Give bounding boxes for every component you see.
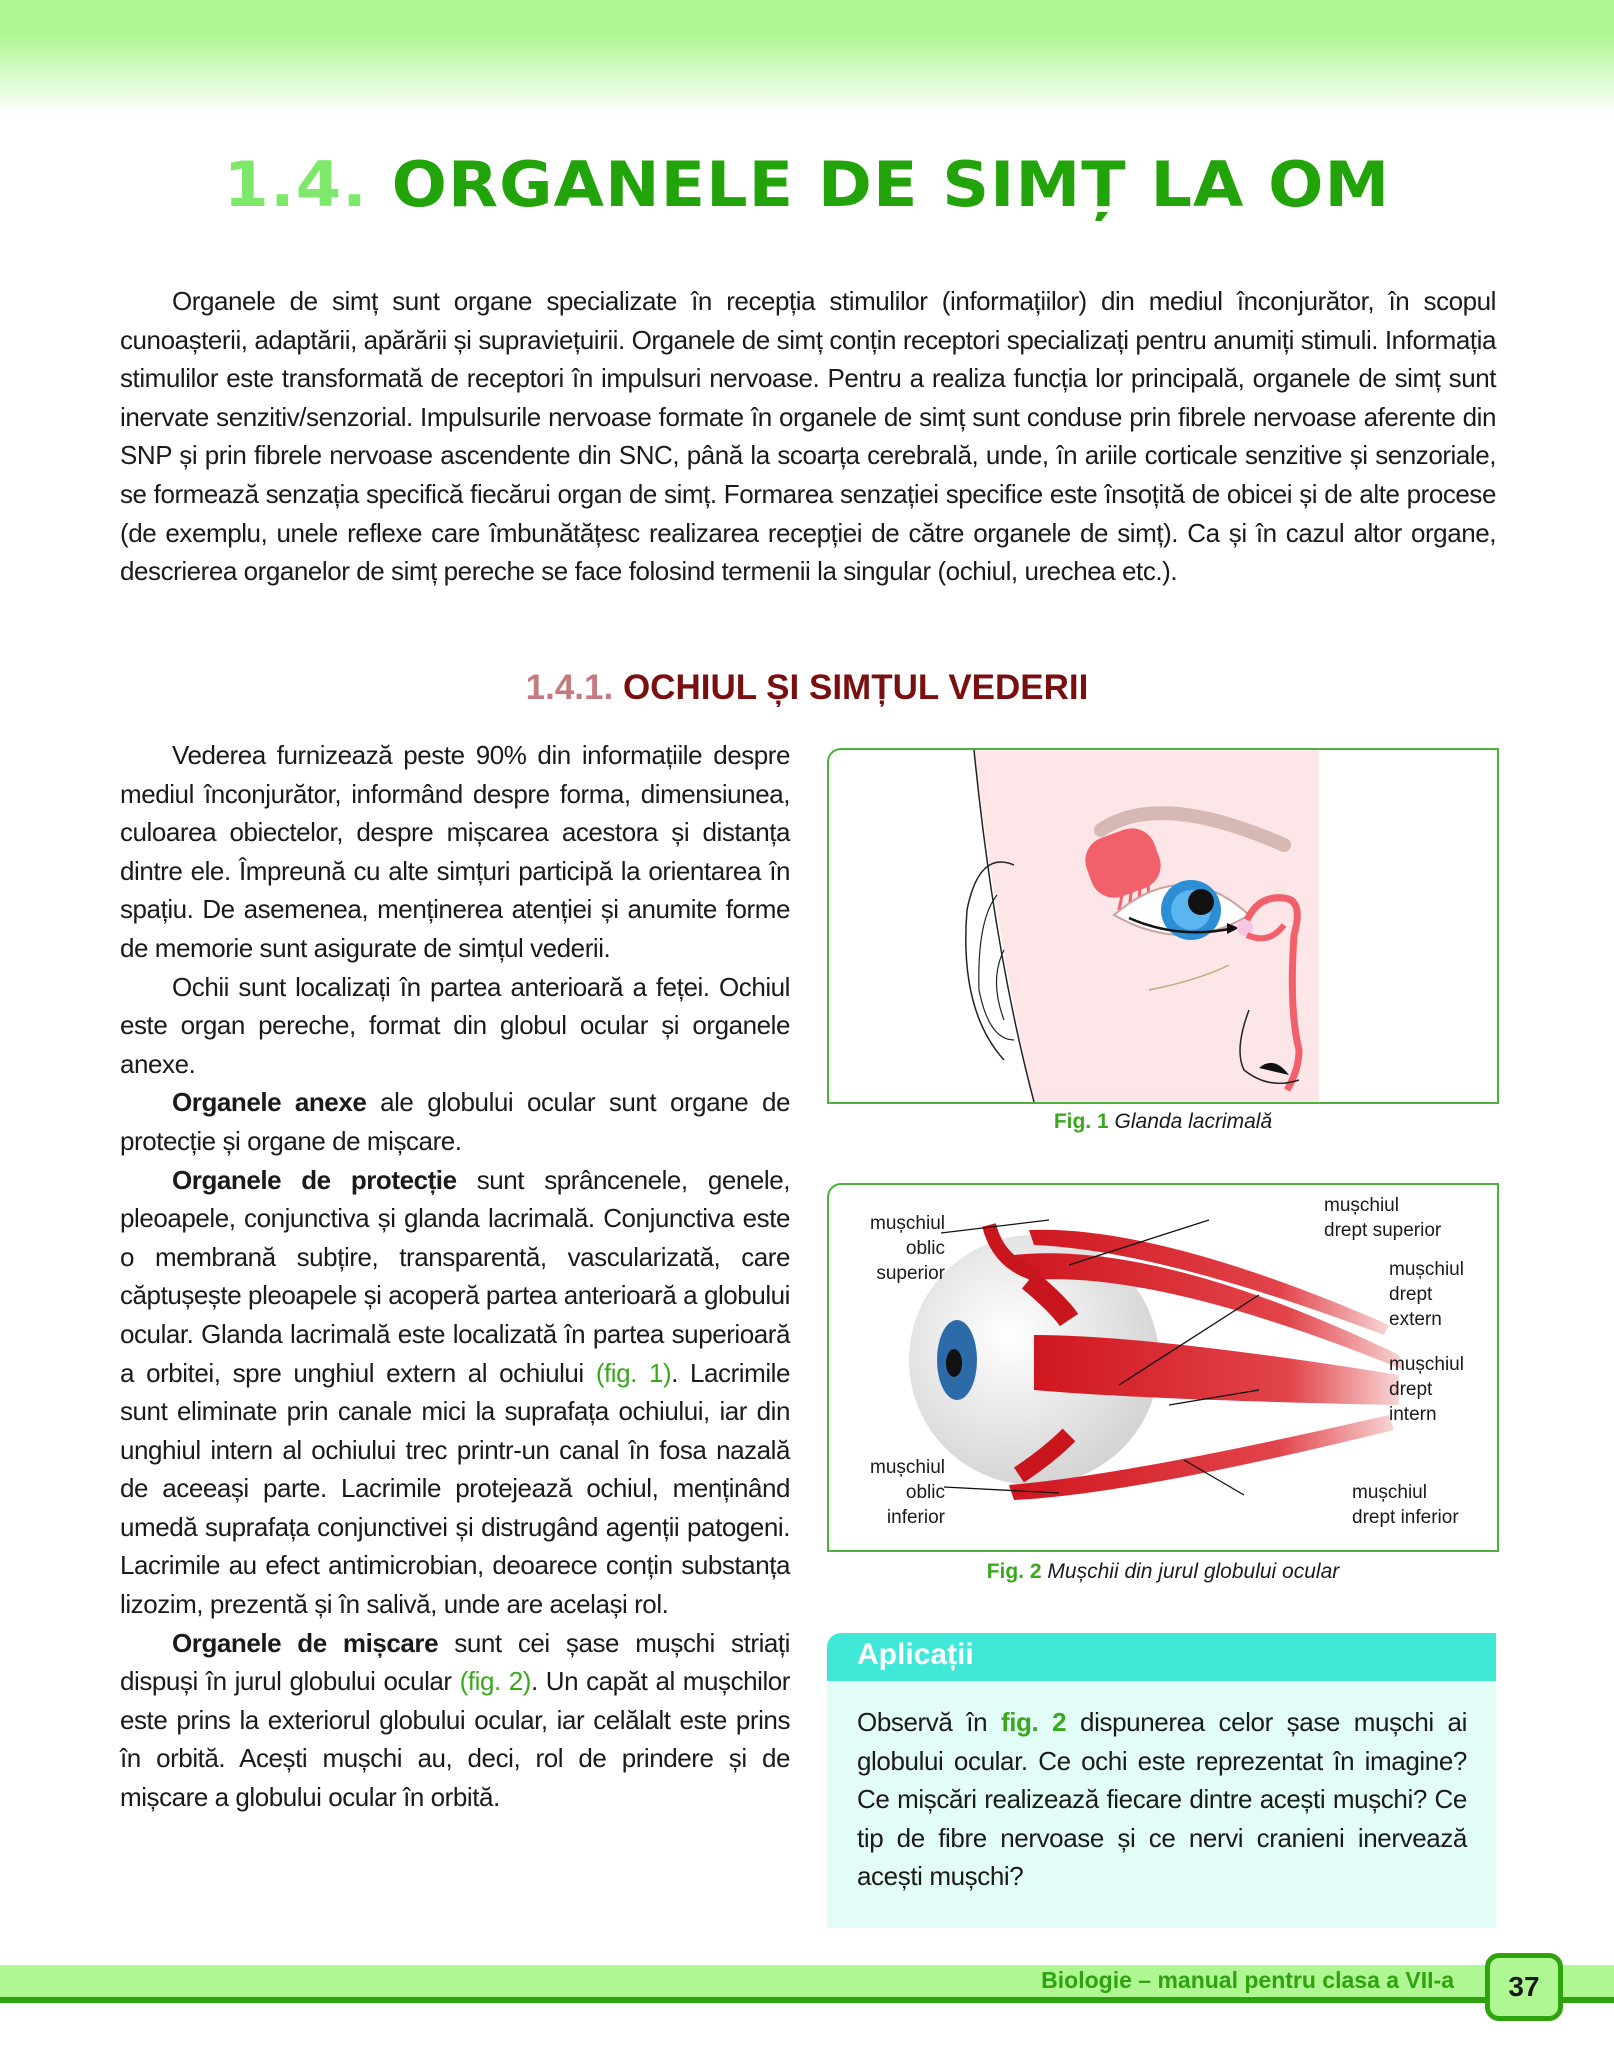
bold-term: Organele de protecție bbox=[172, 1164, 457, 1195]
label-line: mușchiul bbox=[1389, 1354, 1464, 1375]
body-paragraph: Vederea furnizează peste 90% din informațiile despre mediul înconjurător, informând despre forma, dimensiunea, culoarea obiectelor, despre mișcarea acestora și distanța dintre ele. Împreună cu alte simțuri participă la orientarea în spațiu. De asemenea, menținerea atenției și anumite forme de memorie sunt asigurate de simțul vederii. bbox=[120, 740, 790, 963]
text: . Lacrimile sunt eliminate prin canale mici la suprafața ochiului, iar din unghiul intern al ochiului trec printr-un canal în fosa nazală de aceeași parte. Lacrimile protejează ochiul, menținând umedă suprafața conjunctivei și distrugând agenții patogeni. Lacrimile au efect antimicrobian, deoarece conțin substanța lizozim, prezentă și în salivă, unde are același rol. bbox=[120, 1357, 790, 1620]
section-heading bbox=[0, 668, 1614, 708]
text: sunt sprâncenele, genele, pleoapele, conjunctiva și glanda lacrimală. Conjunctiva este o membrană subțire, transparentă, vascularizată, care căptușește pleoapele și acoperă partea anterioară a globului ocular. Glanda lacrimală este localizată în partea superioară a orbitei, spre unghiul extern al ochiului bbox=[120, 1164, 790, 1388]
label-drept-intern bbox=[1389, 1352, 1464, 1427]
label-line: drept bbox=[1389, 1284, 1433, 1305]
label-line: mușchiul bbox=[870, 1457, 945, 1478]
section-title: OCHIUL ȘI SIMȚUL VEDERII bbox=[622, 668, 1089, 707]
face-illustration bbox=[829, 750, 1497, 1102]
label-line: inferior bbox=[886, 1507, 945, 1528]
fig1-reference[interactable]: (fig. 1) bbox=[595, 1357, 672, 1388]
body-paragraph bbox=[120, 1083, 790, 1160]
applications-title: Aplicații bbox=[857, 1638, 974, 1671]
figure-1-caption bbox=[827, 1110, 1499, 1134]
label-oblic-superior bbox=[855, 1211, 945, 1286]
text: ale globului ocular sunt organe de protecție și organe de mișcare. bbox=[120, 1087, 790, 1156]
label-drept-superior bbox=[1324, 1193, 1441, 1243]
body-paragraph bbox=[120, 1624, 790, 1817]
bold-term: Organele anexe bbox=[172, 1087, 367, 1118]
figure-label: Fig. 2 bbox=[986, 1560, 1042, 1583]
label-line: mușchiul bbox=[1324, 1195, 1399, 1216]
figure-caption-text: Mușchii din jurul globului ocular bbox=[1047, 1560, 1340, 1583]
fig2-reference[interactable]: fig. 2 bbox=[1000, 1707, 1067, 1737]
body-paragraph bbox=[120, 1161, 790, 1624]
label-line: drept superior bbox=[1324, 1220, 1442, 1241]
applications-box bbox=[827, 1681, 1496, 1928]
footer-line bbox=[0, 1997, 1614, 2003]
body-paragraph: Ochii sunt localizați în partea anterioară a feței. Ochiul este organ pereche, format din globul ocular și organele anexe. bbox=[120, 971, 790, 1079]
label-drept-inferior bbox=[1352, 1480, 1459, 1530]
label-line: superior bbox=[876, 1263, 945, 1284]
bold-term: Organele de mișcare bbox=[172, 1627, 439, 1658]
label-line: drept bbox=[1389, 1379, 1433, 1400]
figure-caption-text: Glanda lacrimală bbox=[1114, 1110, 1273, 1133]
label-line: mușchiul bbox=[1389, 1259, 1464, 1280]
label-line: mușchiul bbox=[870, 1213, 945, 1234]
label-line: mușchiul bbox=[1352, 1482, 1427, 1503]
figure-label: Fig. 1 bbox=[1053, 1110, 1109, 1133]
section-number: 1.4.1. bbox=[525, 668, 614, 707]
page-number: 37 bbox=[1485, 1953, 1563, 2021]
text: Observă în bbox=[857, 1707, 1001, 1737]
page-title bbox=[0, 148, 1614, 221]
label-line: oblic bbox=[905, 1238, 945, 1259]
label-oblic-inferior bbox=[855, 1455, 945, 1530]
book-title: Biologie – manual pentru clasa a VII-a bbox=[1041, 1967, 1454, 1993]
applications-text bbox=[857, 1703, 1467, 1896]
label-line: intern bbox=[1389, 1404, 1437, 1425]
figure-2-eye-muscles bbox=[827, 1183, 1499, 1552]
body-column bbox=[120, 736, 790, 1817]
applications-header bbox=[827, 1633, 1496, 1681]
label-line: drept inferior bbox=[1352, 1507, 1459, 1528]
text: . Un capăt al mușchilor este prins la exteriorul globului ocular, iar celălalt este prins în orbită. Acești mușchi au, deci, rol de prindere și de mișcare a globului ocular în orbită. bbox=[120, 1666, 790, 1813]
fig2-reference[interactable]: (fig. 2) bbox=[459, 1666, 531, 1697]
label-drept-extern bbox=[1389, 1257, 1464, 1332]
figure-1-lacrimal-gland bbox=[827, 748, 1499, 1104]
chapter-title: ORGANELE DE SIMȚ LA OM bbox=[391, 148, 1391, 221]
text: dispunerea celor șase mușchi ai globului ocular. Ce ochi este reprezentat în imagine? Ce mișcări realizează fiecare dintre acești mușchi? Ce tip de fibre nervoase și ce nervi cranieni inervează acești mușchi? bbox=[857, 1707, 1467, 1892]
header-band bbox=[0, 0, 1614, 115]
figure-2-caption bbox=[827, 1560, 1499, 1584]
text: sunt cei șase mușchi striați dispuși în jurul globului ocular bbox=[120, 1627, 791, 1697]
intro-paragraph: Organele de simț sunt organe specializate în recepția stimulilor (informațiilor) din mediul înconjurător, în scopul cunoașterii, adaptării, apărării și supraviețuirii. Organele de simț conțin receptori specializați pentru anumiți stimuli. Informația stimulilor este transformată de receptori în impulsuri nervoase. Pentru a realiza funcția lor principală, organele de simț sunt inervate senzitiv/senzorial. Impulsurile nervoase formate în organele de simț sunt conduse prin fibrele nervoase aferente din SNP și prin fibrele nervoase ascendente din SNC, până la scoarța cerebrală, unde, în ariile corticale senzitive și senzoriale, se formează senzația specifică fiecărui organ de simț. Formarea senzației specifice este însoțită de obicei și de alte procese (de exemplu, unele reflexe care îmbunătățesc realizarea recepției de către organele de simț). Ca și în cazul altor organe, descrierea organelor de simț pereche se face folosind termenii la singular (ochiul, urechea etc.). bbox=[120, 286, 1496, 587]
label-line: extern bbox=[1389, 1309, 1442, 1330]
label-line: oblic bbox=[905, 1482, 945, 1503]
chapter-number: 1.4. bbox=[223, 148, 368, 221]
